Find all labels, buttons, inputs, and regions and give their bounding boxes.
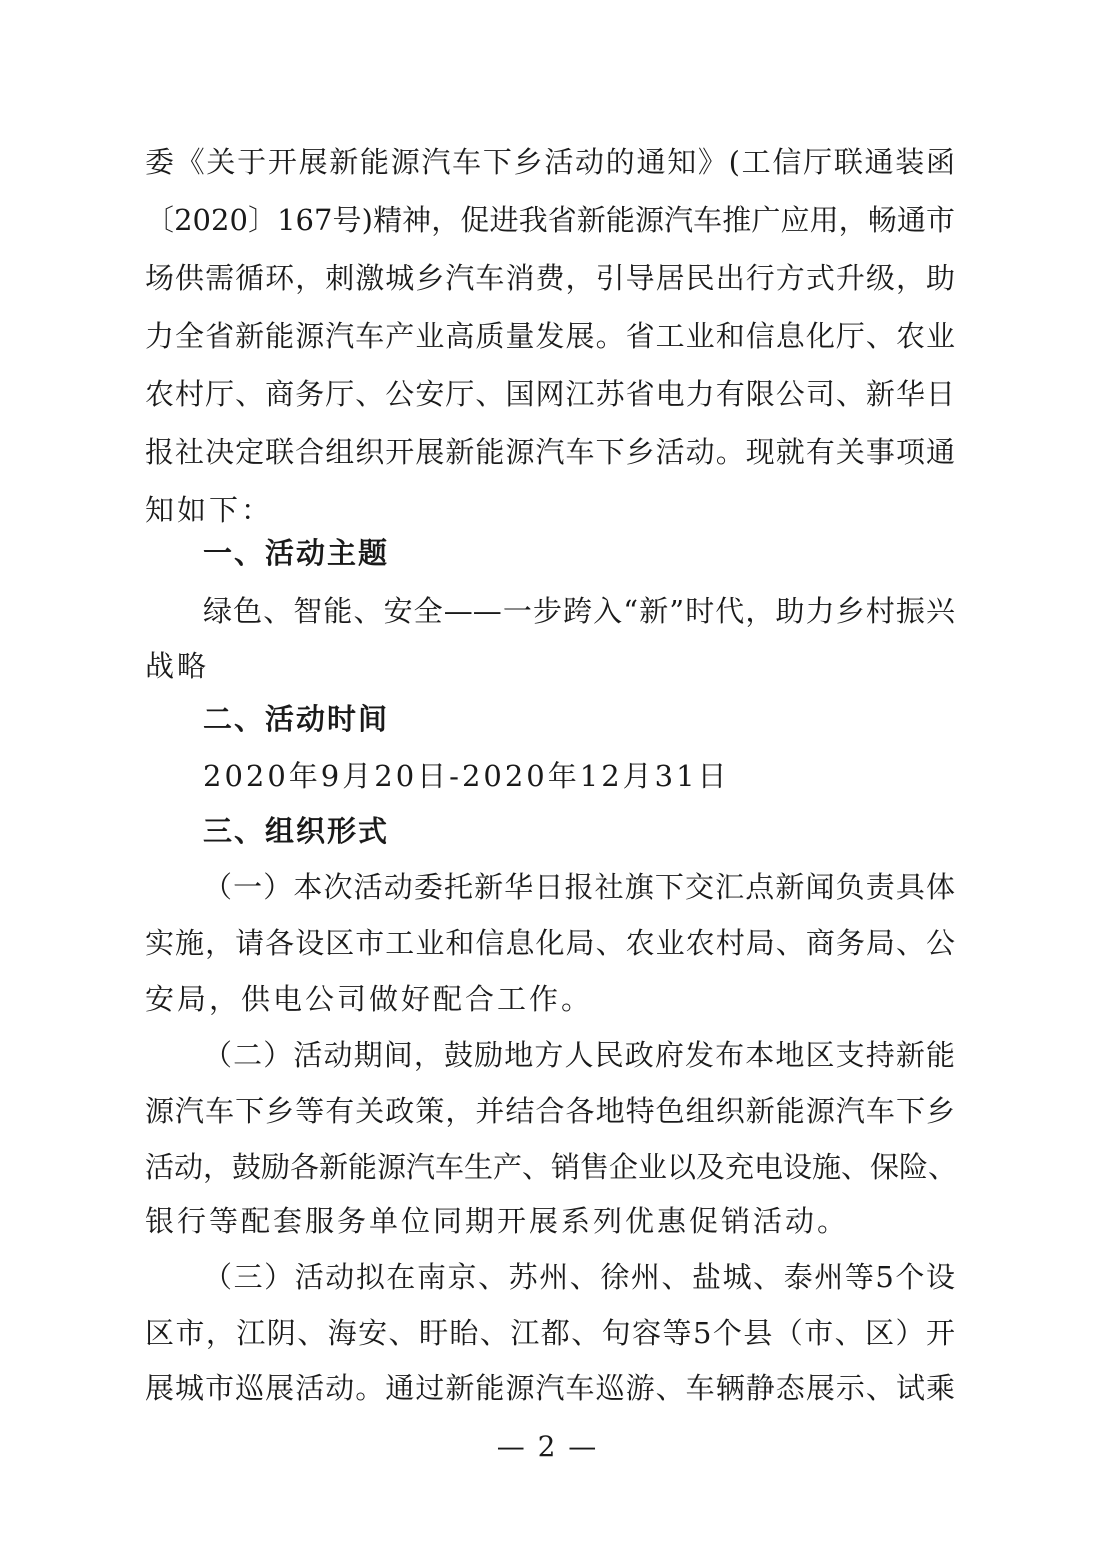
intro-line-6: 报社决定联合组织开展新能源汽车下乡活动。现就有关事项通 (145, 435, 955, 469)
item2-line-2: 源汽车下乡等有关政策，并结合各地特色组织新能源汽车下乡 (145, 1094, 955, 1128)
item2-line-3: 活动，鼓励各新能源汽车生产、销售企业以及充电设施、保险、 (145, 1150, 958, 1184)
intro-line-4: 力全省新能源汽车产业高质量发展。省工业和信息化厅、农业 (145, 319, 955, 353)
intro-line-7: 知如下： (145, 493, 274, 527)
section-heading-theme: 一、活动主题 (203, 536, 390, 570)
intro-line-5: 农村厅、商务厅、公安厅、国网江苏省电力有限公司、新华日 (145, 377, 955, 411)
item2-line-4: 银行等配套服务单位同期开展系列优惠促销活动。 (145, 1204, 850, 1238)
theme-line-2: 战略 (145, 649, 210, 683)
item1-line-3: 安局，供电公司做好配合工作。 (145, 982, 594, 1016)
intro-line-3: 场供需循环，刺激城乡汽车消费，引导居民出行方式升级，助 (145, 261, 955, 295)
item3-line-1: （三）活动拟在南京、苏州、徐州、盐城、泰州等5个设 (203, 1260, 955, 1294)
item1-line-1: （一）本次活动委托新华日报社旗下交汇点新闻负责具体 (203, 870, 955, 904)
intro-line-1: 委《关于开展新能源汽车下乡活动的通知》(工信厅联通装函 (145, 145, 955, 179)
item3-line-2: 区市，江阴、海安、盱眙、江都、句容等5个县（市、区）开 (145, 1316, 955, 1350)
section-heading-time: 二、活动时间 (203, 702, 390, 736)
item3-line-3: 展城市巡展活动。通过新能源汽车巡游、车辆静态展示、试乘 (145, 1371, 955, 1405)
page-number: — 2 — (496, 1430, 599, 1463)
theme-line-1: 绿色、智能、安全——一步跨入“新”时代，助力乡村振兴 (203, 594, 955, 628)
item1-line-2: 实施，请各设区市工业和信息化局、农业农村局、商务局、公 (145, 926, 955, 960)
item2-line-1: （二）活动期间，鼓励地方人民政府发布本地区支持新能 (203, 1038, 955, 1072)
time-line: 2020年9月20日-2020年12月31日 (203, 759, 730, 793)
section-heading-organization: 三、组织形式 (203, 814, 390, 848)
intro-line-2: 〔2020〕167号)精神，促进我省新能源汽车推广应用，畅通市 (145, 203, 955, 237)
